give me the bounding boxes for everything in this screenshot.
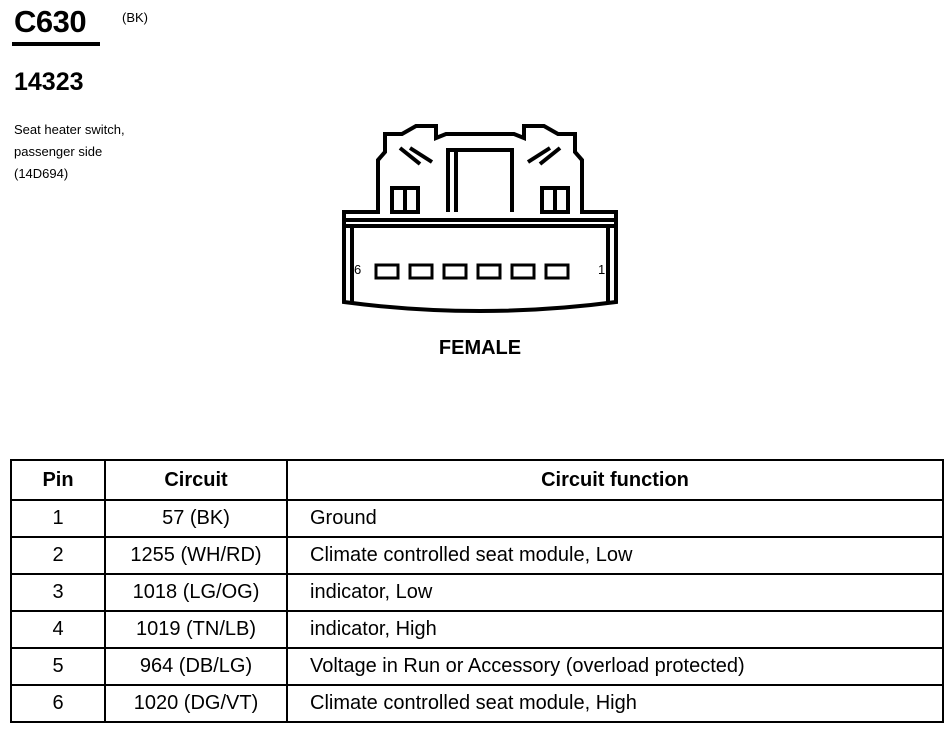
- header-pin: Pin: [11, 460, 105, 500]
- cell-function: Climate controlled seat module, High: [287, 685, 943, 722]
- cell-circuit: 57 (BK): [105, 500, 287, 537]
- cell-function: indicator, Low: [287, 574, 943, 611]
- table-row: [11, 500, 943, 537]
- header-circuit-function: Circuit function: [287, 460, 943, 500]
- connector-id: C630: [14, 4, 87, 39]
- cell-circuit: 964 (DB/LG): [105, 648, 287, 685]
- table-header-row: [11, 460, 943, 500]
- cell-pin: 6: [11, 685, 105, 722]
- description-line-2: passenger side: [14, 144, 103, 159]
- connector-id-underline: [12, 42, 100, 46]
- cell-circuit: 1018 (LG/OG): [105, 574, 287, 611]
- pin-cavity-4: [444, 265, 466, 278]
- header-circuit: Circuit: [105, 460, 287, 500]
- pin-number-left: 6: [354, 262, 362, 277]
- pin-cavity-5: [410, 265, 432, 278]
- table-row: [11, 611, 943, 648]
- description-line-3: (14D694): [14, 166, 69, 181]
- table-row: [11, 537, 943, 574]
- connector-latch-housing: [344, 126, 616, 220]
- table-row: [11, 648, 943, 685]
- cell-function: Climate controlled seat module, Low: [287, 537, 943, 574]
- cell-pin: 2: [11, 537, 105, 574]
- pin-cavity-3: [478, 265, 500, 278]
- cell-pin: 3: [11, 574, 105, 611]
- connector-face-drawing: [340, 122, 620, 327]
- cell-pin: 4: [11, 611, 105, 648]
- cell-function: Voltage in Run or Accessory (overload protected): [287, 648, 943, 685]
- connector-color-code: (BK): [122, 10, 148, 25]
- cell-function: Ground: [287, 500, 943, 537]
- pin-cavity-2: [512, 265, 534, 278]
- cell-circuit: 1019 (TN/LB): [105, 611, 287, 648]
- cell-pin: 5: [11, 648, 105, 685]
- table-row: [11, 574, 943, 611]
- part-number: 14323: [14, 68, 84, 96]
- cell-circuit: 1255 (WH/RD): [105, 537, 287, 574]
- pin-cavity-1: [546, 265, 568, 278]
- cell-function: indicator, High: [287, 611, 943, 648]
- pin-number-right: 1: [598, 262, 606, 277]
- description-line-1: Seat heater switch,: [14, 122, 125, 137]
- pin-cavity-6: [376, 265, 398, 278]
- connector-gender-label: FEMALE: [438, 337, 522, 359]
- pin-table: [10, 459, 944, 723]
- cell-pin: 1: [11, 500, 105, 537]
- cell-circuit: 1020 (DG/VT): [105, 685, 287, 722]
- table-row: [11, 685, 943, 722]
